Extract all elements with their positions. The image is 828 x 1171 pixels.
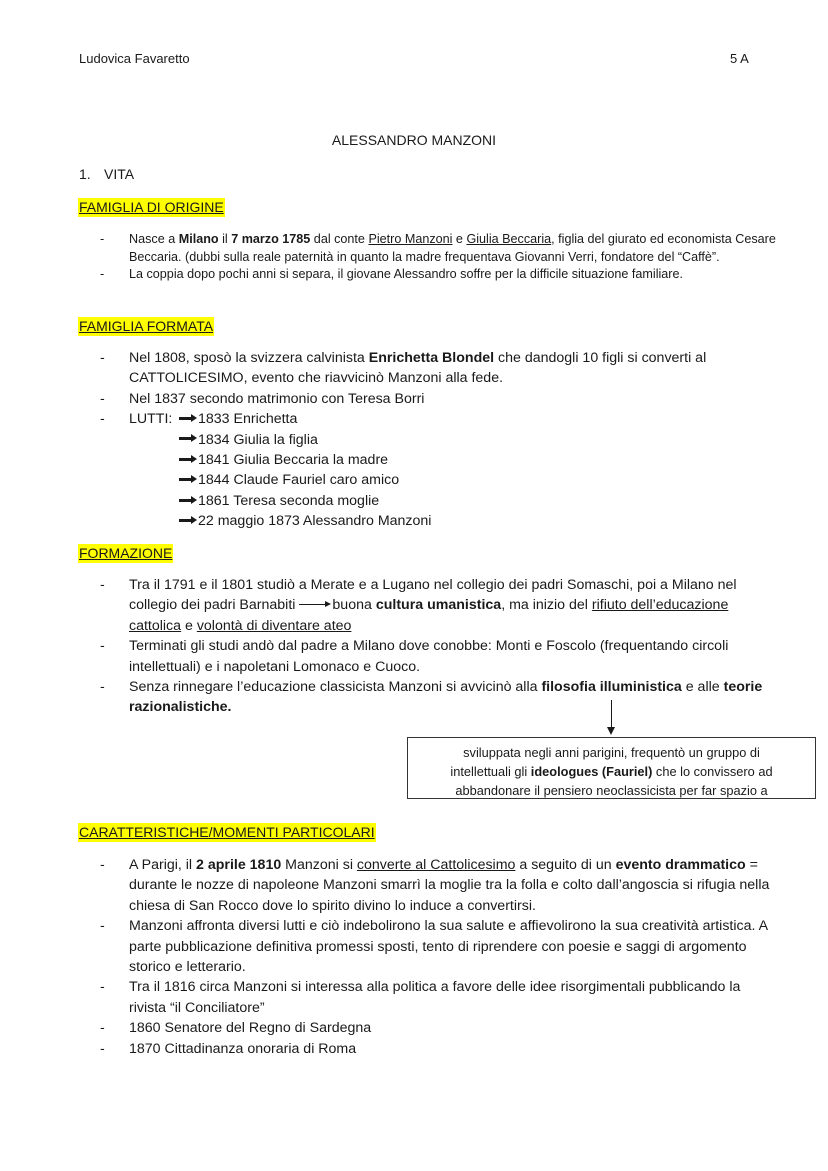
lutti-row: 1844 Claude Fauriel caro amico <box>129 470 780 490</box>
bullet-dash: - <box>100 857 105 873</box>
chapter-heading <box>79 166 134 182</box>
page-title: ALESSANDRO MANZONI <box>331 132 497 148</box>
list-item: - 1870 Cittadinanza onoraria di Roma <box>100 1039 780 1059</box>
arrow-down-head-icon <box>607 727 615 735</box>
list-caratteristiche <box>100 855 780 1059</box>
section-heading-caratteristiche: CARATTERISTICHE/MOMENTI PARTICOLARI <box>79 824 375 840</box>
lutti-row: LUTTI: 1833 Enrichetta <box>129 409 780 429</box>
arrow-right-icon <box>179 499 193 502</box>
chapter-label: VITA <box>104 166 135 182</box>
list-famiglia-formata <box>100 348 780 532</box>
lutti-row: 1861 Teresa seconda moglie <box>129 491 780 511</box>
arrow-right-icon <box>179 417 193 420</box>
list-item: - La coppia dopo pochi anni si separa, il giovane Alessandro soffre per la difficile situazione familiare. <box>100 266 780 284</box>
bullet-dash: - <box>100 577 105 593</box>
list-item-lutti <box>100 409 780 531</box>
chapter-number: 1. <box>79 166 91 182</box>
section-heading-famiglia-origine: FAMIGLIA DI ORIGINE <box>79 199 224 215</box>
bullet-dash: - <box>100 1040 105 1057</box>
arrow-right-icon <box>179 519 193 522</box>
bullet-dash: - <box>100 267 105 282</box>
bullet-dash: - <box>100 918 105 935</box>
section-heading-famiglia-formata: FAMIGLIA FORMATA <box>79 318 214 334</box>
lutti-row: 1834 Giulia la figlia <box>129 430 780 450</box>
underlined-father: Pietro Manzoni <box>368 232 453 246</box>
section-heading-formazione: FORMAZIONE <box>79 545 173 561</box>
list-item: - 1860 Senatore del Regno di Sardegna <box>100 1018 780 1038</box>
underlined-mother: Giulia Beccaria <box>466 232 552 246</box>
list-formazione <box>100 575 780 718</box>
list-item: - Manzoni affronta diversi lutti e ciò indebolirono la sua salute e affievolirono la sua creatività artistica. A parte pubblicazione definitiva promessi sposti, tento di riprendere con poesie e saggi di argomento storico e letterario. <box>100 918 768 976</box>
arrow-right-icon <box>179 437 193 440</box>
bullet-dash: - <box>100 390 105 407</box>
lutti-label: LUTTI: <box>129 411 173 428</box>
list-item: - Nel 1837 secondo matrimonio con Teresa Borri <box>100 389 780 409</box>
list-item: - Nasce a Milano il 7 marzo 1785 dal conte Pietro Manzoni e Giulia Beccaria, figlia del giurato ed economista Cesare Beccaria. (dubbi sulla reale paternità in quanto la madre frequentava Giovanni Verri, fondatore del “Caffè”. <box>100 232 776 264</box>
bullet-dash: - <box>100 638 105 655</box>
bullet-dash: - <box>100 350 105 366</box>
arrow-right-icon <box>299 604 329 605</box>
header-class: 5 A <box>730 51 749 66</box>
arrow-down-icon <box>611 700 612 728</box>
arrow-right-icon <box>179 458 193 461</box>
list-item: - Tra il 1816 circa Manzoni si interessa alla politica a favore delle idee risorgimentali pubblicando la rivista “il Conciliatore” <box>100 979 741 1016</box>
callout-box: sviluppata negli anni parigini, frequentò un gruppo di intellettuali gli ideologues (Fauriel) che lo convissero ad abbandonare il pensiero neoclassicista per far spazio a <box>407 737 816 799</box>
bullet-dash: - <box>100 979 105 996</box>
list-famiglia-origine <box>100 231 780 284</box>
header-author: Ludovica Favaretto <box>79 51 190 66</box>
lutti-row: 22 maggio 1873 Alessandro Manzoni <box>129 511 780 531</box>
arrow-right-icon <box>179 478 193 481</box>
list-item: - Nel 1808, sposò la svizzera calvinista Enrichetta Blondel che dandogli 10 figli si converti al CATTOLICESIMO, evento che riavvicinò Manzoni alla fede. <box>100 350 707 387</box>
list-item: - Terminati gli studi andò dal padre a Milano dove conobbe: Monti e Foscolo (frequentando circoli intellettuali) e i napoletani Lomonaco e Cuoco. <box>100 638 729 675</box>
bullet-dash: - <box>100 679 105 696</box>
bullet-dash: - <box>100 411 105 428</box>
list-item: - Tra il 1791 e il 1801 studiò a Merate e a Lugano nel collegio dei padri Somaschi, poi a Milano nel collegio dei padri Barnabiti buona cultura umanistica, ma inizio del rifiuto dell’educazione cattolica e volontà di diventare ateo <box>100 577 737 634</box>
list-item: - Senza rinnegare l’educazione classicista Manzoni si avvicinò alla filosofia illuministica e alle teorie razionalistiche. <box>100 679 763 716</box>
bullet-dash: - <box>100 232 105 246</box>
list-item: - A Parigi, il 2 aprile 1810 Manzoni si converte al Cattolicesimo a seguito di un evento drammatico = durante le nozze di napoleone Manzoni smarrì la moglie tra la folla e colto dall’angoscia si rifugia nella chiesa di San Rocco dove lo spirito divino lo induce a convertirsi. <box>100 857 770 914</box>
bullet-dash: - <box>100 1020 105 1037</box>
lutti-row: 1841 Giulia Beccaria la madre <box>129 450 780 470</box>
